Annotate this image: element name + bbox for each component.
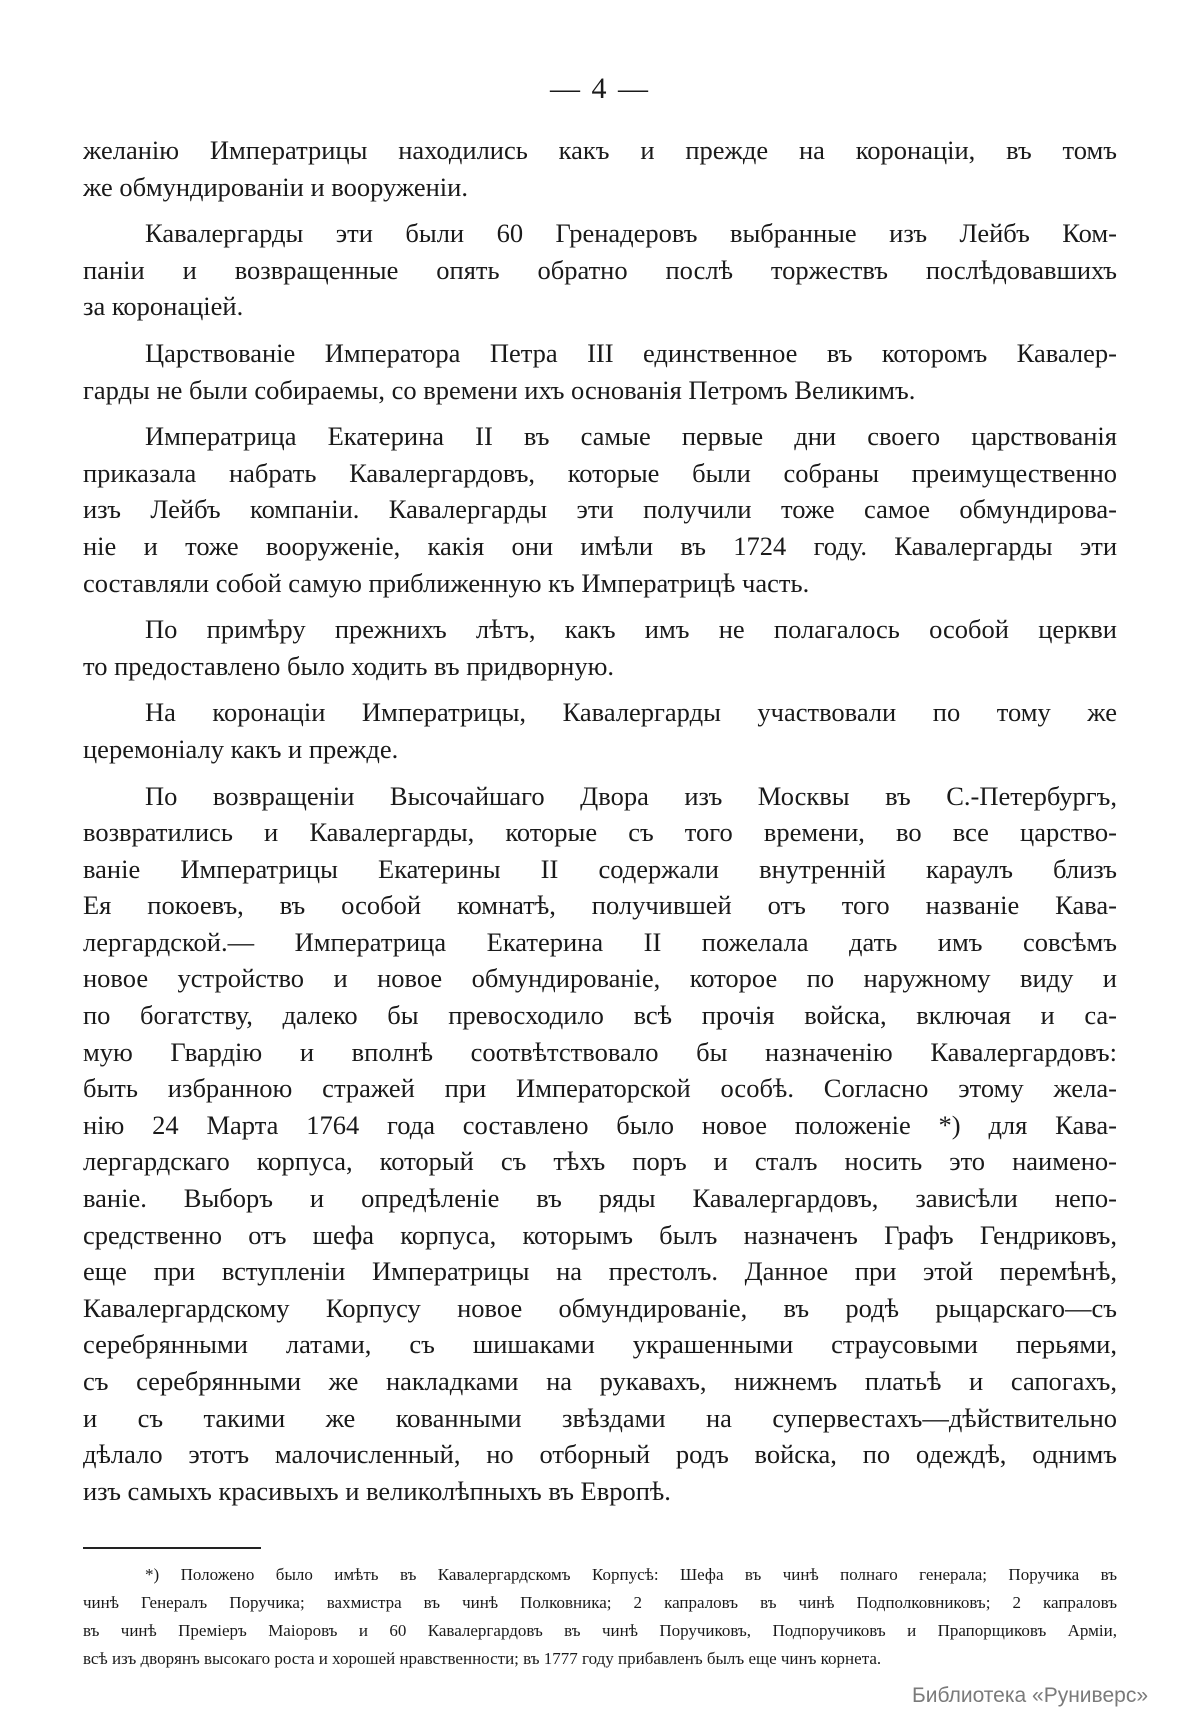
text-line: серебрянными латами, съ шишаками украшенными страусовыми перьями, (83, 1329, 1117, 1360)
text-line: паніи и возвращенные опять обратно послѣ торжествъ послѣдовавшихъ (83, 254, 1117, 285)
paragraph (83, 694, 1117, 767)
text-line: лергардскаго корпуса, который съ тѣхъ поръ и сталъ носить это наимено- (83, 1146, 1117, 1177)
text-line: желанію Императрицы находились какъ и прежде на коронаціи, въ томъ (83, 135, 1117, 165)
text-line: ніе и тоже вооруженіе, какія они имѣли въ 1724 году. Кавалергарды эти (83, 530, 1117, 561)
paragraph (83, 418, 1117, 601)
text-line: Императрица Екатерина II въ самые первые дни своего царствованія (145, 421, 1117, 452)
text-line: гарды не были собираемы, со времени ихъ основанія Петромъ Великимъ. (83, 374, 916, 405)
text-line: дѣлало этотъ малочисленный, но отборный родъ войска, по одеждѣ, однимъ (83, 1439, 1117, 1470)
text-line: По примѣру прежнихъ лѣтъ, какъ имъ не полагалось особой церкви (145, 614, 1117, 645)
footnote-divider (83, 1547, 261, 1549)
text-line: средственно отъ шефа корпуса, которымъ былъ назначенъ Графъ Гендриковъ, (83, 1219, 1117, 1250)
footnote-line: въ чинѣ Преміеръ Маіоровъ и 60 Кавалергардовъ въ чинѣ Поручиковъ, Подпоручиковъ и Прапорщиковъ Арміи, (83, 1621, 1117, 1640)
text-line: возвратились и Кавалергарды, которые съ того времени, во все царство- (83, 817, 1117, 848)
text-line: На коронаціи Императрицы, Кавалергарды участвовали по тому же (145, 697, 1117, 728)
paragraph (83, 215, 1117, 325)
text-line: изъ Лейбъ компаніи. Кавалергарды эти получили тоже самое обмундирова- (83, 494, 1117, 525)
text-line: мую Гвардію и вполнѣ соотвѣтствовало бы назначенію Кавалергардовъ: (83, 1036, 1117, 1067)
text-line: еще при вступленіи Императрицы на престолъ. Данное при этой перемѣнѣ, (83, 1256, 1117, 1287)
text-line: составляли собой самую приближенную къ Императрицѣ часть. (83, 567, 810, 598)
text-line: Кавалергарды эти были 60 Гренадеровъ выбранные изъ Лейбъ Ком- (145, 218, 1117, 249)
footnote-line: чинѣ Генералъ Поручика; вахмистра въ чинѣ Полковника; 2 капраловъ въ чинѣ Подполковниковъ; 2 капраловъ (83, 1593, 1117, 1612)
footnote-line: *) Положено было имѣть въ Кавалергардскомъ Корпусѣ: Шефа въ чинѣ полнаго генерала; Поручика въ (145, 1565, 1117, 1584)
text-line: быть избранною стражей при Императорской особѣ. Согласно этому жела- (83, 1073, 1117, 1104)
text-line: лергардской.— Императрица Екатерина II пожелала дать имъ совсѣмъ (83, 926, 1117, 957)
body-text (83, 132, 1117, 1509)
paragraph (83, 132, 1117, 205)
text-line: по богатству, далеко бы превосходило всѣ прочія войска, включая и са- (83, 1000, 1117, 1031)
text-line: По возвращеніи Высочайшаго Двора изъ Москвы въ С.-Петербургъ, (145, 780, 1117, 811)
page-number: — 4 — (550, 72, 650, 105)
paragraph (83, 335, 1117, 408)
footnote (83, 1561, 1117, 1673)
text-line: то предоставлено было ходить въ придворную. (83, 650, 615, 681)
text-line: церемоніалу какъ и прежде. (83, 733, 399, 764)
library-watermark: Библиотека «Руниверс» (912, 1684, 1148, 1707)
text-line: за коронаціей. (83, 291, 244, 322)
text-line: нію 24 Марта 1764 года составлено было новое положеніе *) для Кава- (83, 1109, 1117, 1140)
text-line: Ея покоевъ, въ особой комнатѣ, получившей отъ того названіе Кава- (83, 890, 1117, 921)
footnote-line: всѣ изъ дворянъ высокаго роста и хорошей нравственности; въ 1777 году прибавленъ былъ еще чинъ корнета. (83, 1649, 882, 1668)
text-line: изъ самыхъ красивыхъ и великолѣпныхъ въ Европѣ. (83, 1475, 671, 1506)
text-line: и съ такими же кованными звѣздами на супервестахъ—дѣйствительно (83, 1402, 1117, 1433)
text-line: новое устройство и новое обмундированіе, которое по наружному виду и (83, 963, 1117, 994)
text-line: ваніе. Выборъ и опредѣленіе въ ряды Кавалергардовъ, зависѣли непо- (83, 1183, 1117, 1214)
text-line: Кавалергардскому Корпусу новое обмундированіе, въ родѣ рыцарскаго—съ (83, 1292, 1117, 1323)
text-line: Царствованіе Императора Петра III единственное въ которомъ Кавалер- (145, 337, 1117, 368)
text-line: ваніе Императрицы Екатерины II содержали внутренній караулъ близъ (83, 853, 1117, 884)
paragraph (83, 611, 1117, 684)
text-line: съ серебрянными же накладками на рукавахъ, нижнемъ платьѣ и сапогахъ, (83, 1366, 1117, 1396)
text-line: приказала набрать Кавалергардовъ, которые были собраны преимущественно (83, 457, 1117, 488)
paragraph (83, 778, 1117, 1510)
text-line: же обмундированіи и вооруженіи. (83, 171, 468, 202)
